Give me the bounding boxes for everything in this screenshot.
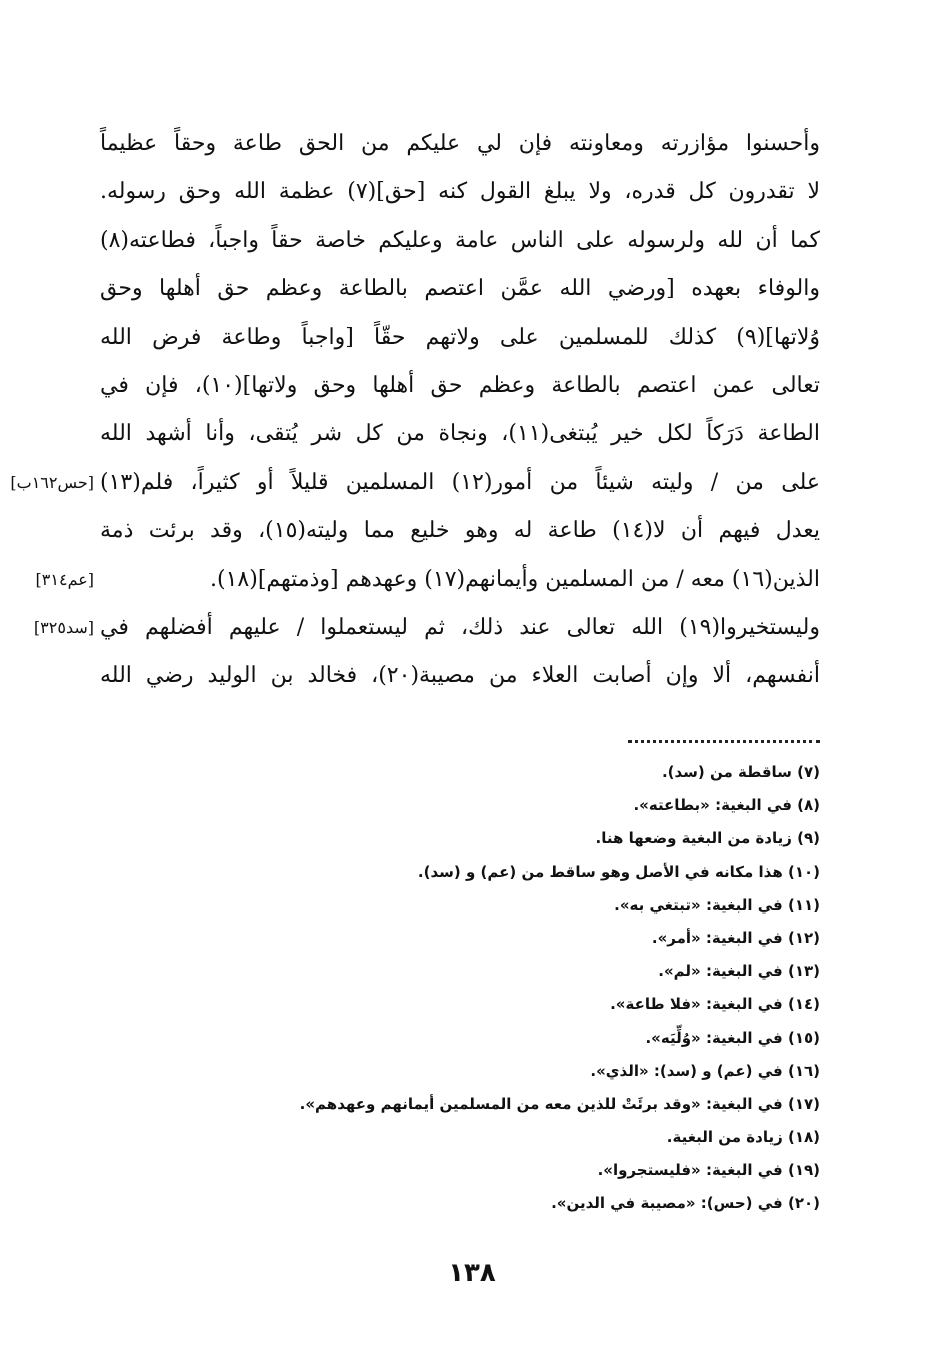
- text-line: وأحسنوا مؤازرته ومعاونته فإن لي عليكم من الحق طاعة وحقاً عظيماً: [100, 131, 820, 156]
- footnote: (١٣) في البغية: «لم».: [658, 962, 820, 981]
- text-line-with-margin-note: [35, 556, 820, 604]
- text-line: يعدل فيهم أن لا(١٤) طاعة له وهو خليع مما وليته(١٥)، وقد برئت ذمة: [100, 518, 820, 544]
- text-line: لا تقدرون كل قدره، ولا يبلغ القول كنه [حق](٧) عظمة الله وحق رسوله.: [100, 179, 821, 205]
- margin-note: [حس١٦٢ب]: [10, 472, 94, 492]
- text-line: الطاعة دَرَكاً لكل خير يُبتغى(١١)، ونجاة من كل شر يُتقى، وأنا أشهد الله: [100, 421, 820, 447]
- text-line: كما أن لله ولرسوله على الناس عامة وعليكم خاصة حقاً واجباً، فطاعته(٨): [100, 227, 820, 253]
- footnote-separator: [628, 740, 820, 747]
- text-line: الذين(١٦) معه / من المسلمين وأيمانهم(١٧) وعهدهم [وذمتهم](١٨).: [210, 566, 820, 592]
- footnote: (١٥) في البغية: «وُلِّيَه».: [645, 1028, 820, 1047]
- margin-note: [عم٣١٤]: [35, 569, 94, 589]
- footnote: (٧) ساقطة من (سد).: [661, 763, 820, 781]
- footnote: (١٧) في البغية: «وقد برئَتْ للذين معه من المسلمين أيمانهم وعهدهم».: [299, 1094, 820, 1113]
- margin-note: [سد٣٢٥]: [33, 617, 94, 637]
- footnotes-block: [100, 756, 820, 1221]
- footnote: (٩) زيادة من البغية وضعها هنا.: [595, 829, 820, 848]
- text-line: على من / وليته شيئاً من أمور(١٢) المسلمين قليلاً أو كثيراً، فلم(١٣): [100, 469, 820, 495]
- text-line: تعالى عمن اعتصم بالطاعة وعظم حق أهلها وحق ولاتها](١٠)، فإن في: [100, 372, 820, 398]
- text-line-with-margin-note: [10, 459, 820, 507]
- footnote: (١٩) في البغية: «فليستجروا».: [597, 1161, 820, 1180]
- footnote: (١١) في البغية: «تبتغي به».: [614, 895, 820, 914]
- page-number: ١٣٨: [448, 1258, 496, 1288]
- text-line: أنفسهم، ألا وإن أصابت العلاء من مصيبة(٢٠)، فخالد بن الوليد رضي الله: [100, 663, 820, 689]
- text-line-with-margin-note: [33, 604, 820, 652]
- footnote: (٢٠) في (حس): «مصيبة في الدين».: [551, 1194, 820, 1213]
- main-text-block: [10, 120, 821, 701]
- text-line: وليستخيروا(١٩) الله تعالى عند ذلك، ثم ليستعملوا / عليهم أفضلهم في: [100, 614, 820, 640]
- text-line: والوفاء بعهده [ورضي الله عمَّن اعتصم بالطاعة وعظم حق أهلها وحق: [100, 276, 820, 302]
- text-line: وُلاتها](٩) كذلك للمسلمين على ولاتهم حقّاً [واجباً وطاعة فرض الله: [100, 324, 820, 350]
- footnote: (١٦) في (عم) و (سد): «الذي».: [590, 1061, 820, 1080]
- footnote: (١٤) في البغية: «فلا طاعة».: [610, 995, 820, 1014]
- footnote: (١٠) هذا مكانه في الأصل وهو ساقط من (عم) و (سد).: [417, 862, 820, 881]
- footnote: (١٢) في البغية: «أمر».: [651, 928, 820, 947]
- footnote: (٨) في البغية: «بطاعته».: [633, 796, 820, 815]
- footnote: (١٨) زيادة من البغية.: [666, 1128, 820, 1147]
